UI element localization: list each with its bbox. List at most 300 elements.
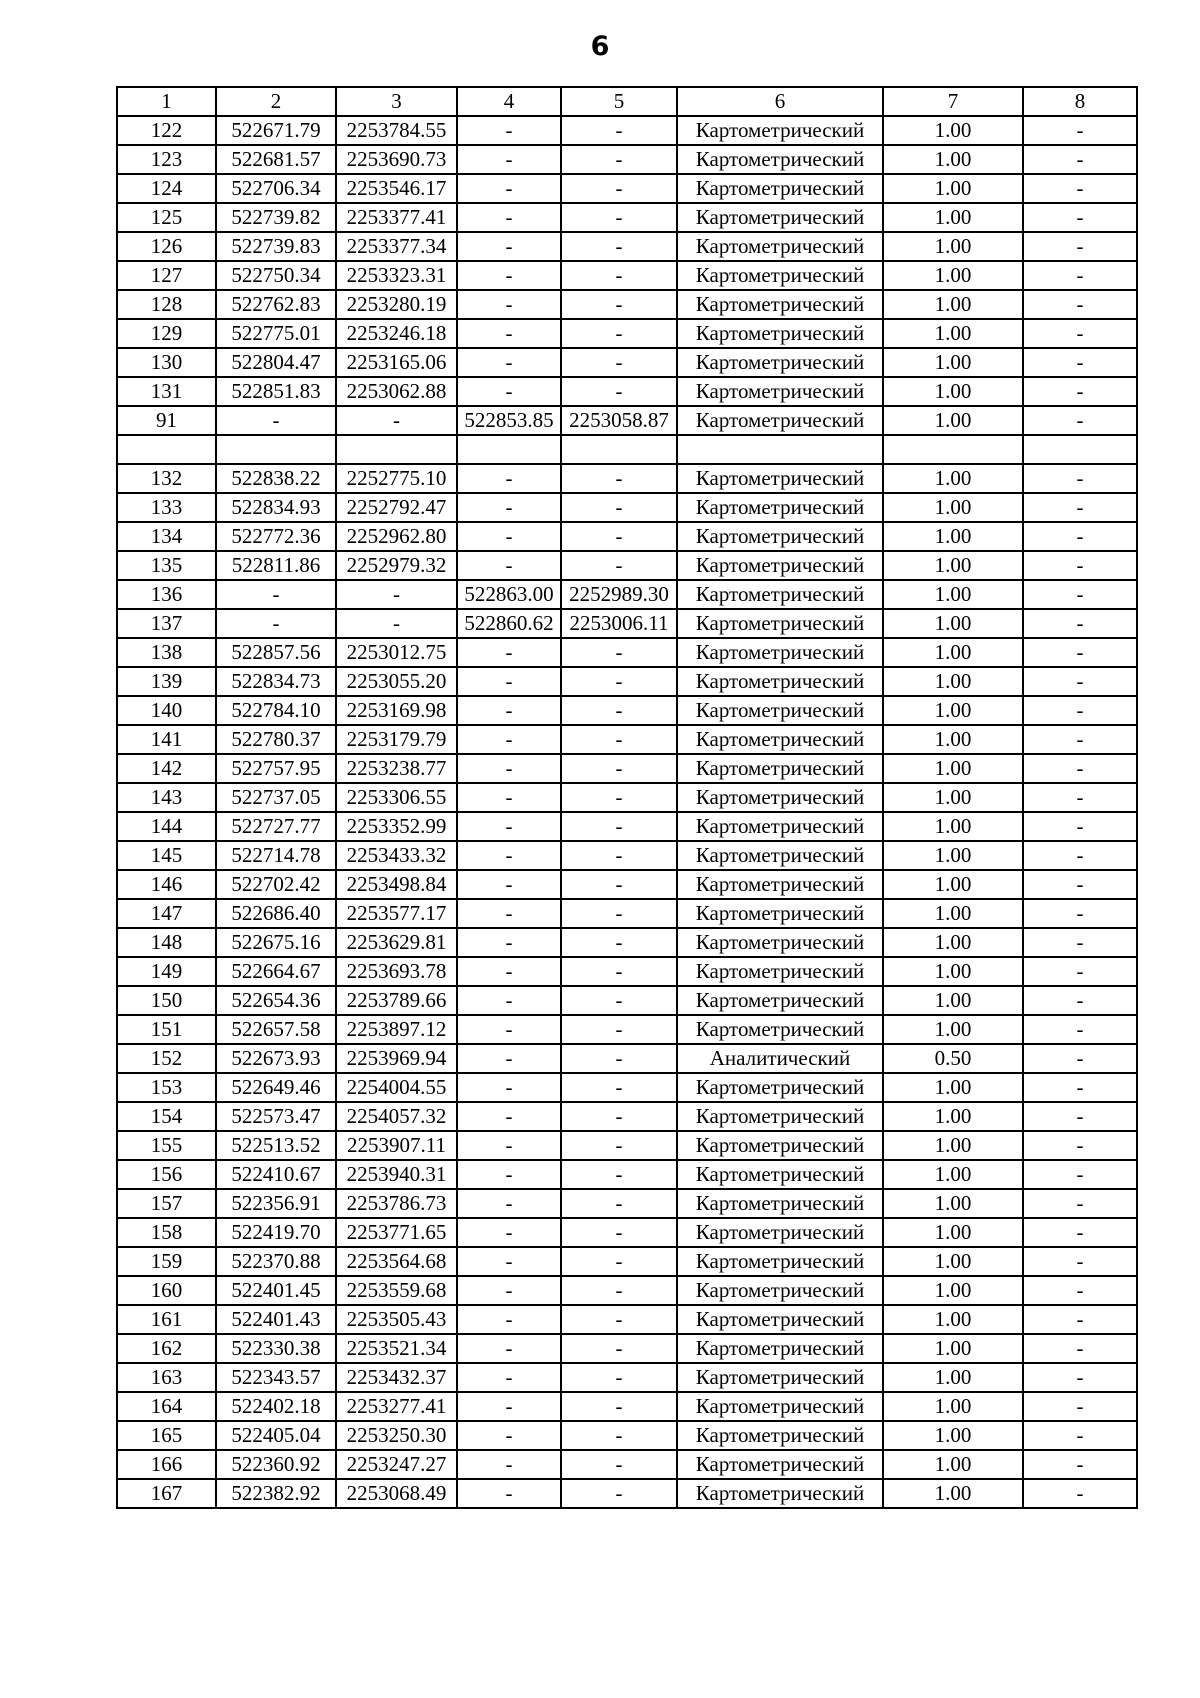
cell-point-number: 152	[117, 1044, 216, 1073]
table-row	[117, 1305, 1137, 1334]
cell-accuracy: 0.50	[883, 1044, 1023, 1073]
cell-x-coord: 522410.67	[216, 1160, 336, 1189]
cell-note: -	[1023, 319, 1137, 348]
cell-x-coord-alt: -	[457, 754, 561, 783]
cell-x-coord: 522370.88	[216, 1247, 336, 1276]
cell-accuracy: 1.00	[883, 116, 1023, 145]
cell-method: Картометрический	[677, 667, 883, 696]
cell-note: -	[1023, 986, 1137, 1015]
cell-note: -	[1023, 754, 1137, 783]
table-row	[117, 812, 1137, 841]
cell-y-coord-alt: -	[561, 1276, 677, 1305]
cell-x-coord: 522664.67	[216, 957, 336, 986]
cell-point-number: 123	[117, 145, 216, 174]
cell-method: Картометрический	[677, 1421, 883, 1450]
table-row	[117, 1073, 1137, 1102]
table-row	[117, 580, 1137, 609]
cell-method: Картометрический	[677, 1450, 883, 1479]
cell-accuracy: 1.00	[883, 928, 1023, 957]
cell-accuracy: 1.00	[883, 522, 1023, 551]
cell-method: Картометрический	[677, 1363, 883, 1392]
cell-accuracy: 1.00	[883, 957, 1023, 986]
cell-note: -	[1023, 928, 1137, 957]
table-row	[117, 1247, 1137, 1276]
table-row	[117, 1218, 1137, 1247]
cell-x-coord: 522838.22	[216, 464, 336, 493]
cell-x-coord: 522737.05	[216, 783, 336, 812]
cell-y-coord: 2253323.31	[336, 261, 457, 290]
cell-point-number: 140	[117, 696, 216, 725]
cell-point-number: 135	[117, 551, 216, 580]
cell-x-coord: 522727.77	[216, 812, 336, 841]
cell-x-coord: 522405.04	[216, 1421, 336, 1450]
cell-method: Картометрический	[677, 174, 883, 203]
column-header: 5	[561, 87, 677, 116]
cell-note: -	[1023, 1044, 1137, 1073]
cell-point-number: 151	[117, 1015, 216, 1044]
cell-note: -	[1023, 493, 1137, 522]
cell-y-coord-alt: -	[561, 261, 677, 290]
cell-y-coord-alt: -	[561, 1073, 677, 1102]
cell-x-coord-alt: -	[457, 696, 561, 725]
cell-method: Картометрический	[677, 812, 883, 841]
cell-accuracy: 1.00	[883, 812, 1023, 841]
cell-x-coord: 522775.01	[216, 319, 336, 348]
table-body	[117, 87, 1137, 1508]
cell-x-coord: 522401.43	[216, 1305, 336, 1334]
cell-x-coord: 522780.37	[216, 725, 336, 754]
cell-y-coord: 2253771.65	[336, 1218, 457, 1247]
cell-method: Картометрический	[677, 1392, 883, 1421]
table-row	[117, 464, 1137, 493]
cell-point-number: 149	[117, 957, 216, 986]
cell-method: Картометрический	[677, 609, 883, 638]
cell-x-coord: 522750.34	[216, 261, 336, 290]
cell-y-coord-alt: 2253006.11	[561, 609, 677, 638]
cell-x-coord: 522657.58	[216, 1015, 336, 1044]
cell-y-coord: 2253564.68	[336, 1247, 457, 1276]
cell-y-coord-alt: -	[561, 348, 677, 377]
cell-y-coord-alt: 2253058.87	[561, 406, 677, 435]
cell-accuracy: 1.00	[883, 1015, 1023, 1044]
table-row	[117, 957, 1137, 986]
cell-y-coord: 2253280.19	[336, 290, 457, 319]
cell-x-coord: 522330.38	[216, 1334, 336, 1363]
cell-note: -	[1023, 1450, 1137, 1479]
cell-y-coord-alt: -	[561, 870, 677, 899]
cell-x-coord: 522784.10	[216, 696, 336, 725]
cell-x-coord: 522714.78	[216, 841, 336, 870]
cell-y-coord-alt: -	[561, 493, 677, 522]
cell-y-coord-alt: -	[561, 1421, 677, 1450]
cell-y-coord: 2252962.80	[336, 522, 457, 551]
cell-x-coord: 522706.34	[216, 174, 336, 203]
cell-accuracy: 1.00	[883, 986, 1023, 1015]
cell-point-number: 161	[117, 1305, 216, 1334]
cell-note: -	[1023, 203, 1137, 232]
cell-x-coord-alt: -	[457, 261, 561, 290]
cell-x-coord: -	[216, 580, 336, 609]
table-row	[117, 870, 1137, 899]
table-row	[117, 1015, 1137, 1044]
table-row	[117, 1363, 1137, 1392]
cell-y-coord: 2253789.66	[336, 986, 457, 1015]
cell-note: -	[1023, 957, 1137, 986]
cell-x-coord: 522762.83	[216, 290, 336, 319]
table-row	[117, 145, 1137, 174]
cell-y-coord-alt: -	[561, 899, 677, 928]
table-row	[117, 116, 1137, 145]
cell-y-coord: -	[336, 580, 457, 609]
cell-x-coord-alt: -	[457, 1479, 561, 1508]
cell-note: -	[1023, 377, 1137, 406]
cell-method: Картометрический	[677, 493, 883, 522]
cell-y-coord: 2253940.31	[336, 1160, 457, 1189]
cell-method: Картометрический	[677, 1334, 883, 1363]
cell-x-coord: 522804.47	[216, 348, 336, 377]
cell-method: Картометрический	[677, 522, 883, 551]
cell-x-coord: 522513.52	[216, 1131, 336, 1160]
table-row	[117, 319, 1137, 348]
cell-y-coord: 2253897.12	[336, 1015, 457, 1044]
cell-x-coord-alt: -	[457, 1421, 561, 1450]
table-row	[117, 725, 1137, 754]
cell-y-coord-alt: -	[561, 551, 677, 580]
cell-x-coord-alt: -	[457, 1450, 561, 1479]
cell-point-number: 132	[117, 464, 216, 493]
table-row	[117, 609, 1137, 638]
cell-x-coord-alt: -	[457, 319, 561, 348]
cell-x-coord: -	[216, 609, 336, 638]
cell-note: -	[1023, 783, 1137, 812]
cell-note: -	[1023, 174, 1137, 203]
cell-x-coord-alt: -	[457, 899, 561, 928]
cell-y-coord-alt: -	[561, 522, 677, 551]
cell-point-number: 144	[117, 812, 216, 841]
cell-x-coord-alt: -	[457, 1044, 561, 1073]
cell-y-coord-alt: -	[561, 290, 677, 319]
cell-x-coord: 522402.18	[216, 1392, 336, 1421]
cell-point-number: 166	[117, 1450, 216, 1479]
cell-y-coord-alt: -	[561, 754, 677, 783]
cell-x-coord-alt: -	[457, 1189, 561, 1218]
cell-y-coord: 2254057.32	[336, 1102, 457, 1131]
cell-x-coord-alt: -	[457, 986, 561, 1015]
cell-y-coord-alt: -	[561, 377, 677, 406]
cell-y-coord-alt: -	[561, 638, 677, 667]
cell-x-coord-alt: 522853.85	[457, 406, 561, 435]
cell-y-coord: 2253546.17	[336, 174, 457, 203]
cell-y-coord-alt	[561, 435, 677, 464]
cell-y-coord-alt: -	[561, 174, 677, 203]
table-row	[117, 1131, 1137, 1160]
cell-x-coord-alt: -	[457, 522, 561, 551]
table-row	[117, 899, 1137, 928]
cell-accuracy: 1.00	[883, 609, 1023, 638]
cell-method: Картометрический	[677, 1015, 883, 1044]
column-header: 6	[677, 87, 883, 116]
cell-note: -	[1023, 1218, 1137, 1247]
cell-y-coord: 2253505.43	[336, 1305, 457, 1334]
cell-x-coord-alt: -	[457, 1015, 561, 1044]
cell-method: Картометрический	[677, 145, 883, 174]
cell-accuracy: 1.00	[883, 841, 1023, 870]
cell-y-coord-alt: -	[561, 783, 677, 812]
cell-point-number: 167	[117, 1479, 216, 1508]
cell-y-coord: 2253306.55	[336, 783, 457, 812]
table-header-row	[117, 87, 1137, 116]
cell-x-coord-alt: 522863.00	[457, 580, 561, 609]
cell-method: Картометрический	[677, 957, 883, 986]
cell-point-number: 136	[117, 580, 216, 609]
cell-accuracy: 1.00	[883, 783, 1023, 812]
cell-method: Картометрический	[677, 406, 883, 435]
cell-y-coord: 2253277.41	[336, 1392, 457, 1421]
cell-accuracy: 1.00	[883, 580, 1023, 609]
cell-method: Картометрический	[677, 986, 883, 1015]
cell-accuracy: 1.00	[883, 1073, 1023, 1102]
cell-y-coord-alt: -	[561, 203, 677, 232]
cell-accuracy: 1.00	[883, 1363, 1023, 1392]
cell-method: Картометрический	[677, 551, 883, 580]
cell-method: Картометрический	[677, 1102, 883, 1131]
cell-x-coord: 522401.45	[216, 1276, 336, 1305]
cell-note	[1023, 435, 1137, 464]
cell-x-coord-alt: -	[457, 174, 561, 203]
table-row	[117, 435, 1137, 464]
cell-y-coord: 2253169.98	[336, 696, 457, 725]
cell-point-number: 164	[117, 1392, 216, 1421]
cell-note: -	[1023, 841, 1137, 870]
cell-y-coord-alt: -	[561, 1102, 677, 1131]
cell-y-coord-alt: -	[561, 1015, 677, 1044]
cell-x-coord: 522675.16	[216, 928, 336, 957]
cell-x-coord-alt: -	[457, 1131, 561, 1160]
cell-accuracy: 1.00	[883, 1131, 1023, 1160]
cell-note: -	[1023, 1334, 1137, 1363]
cell-accuracy: 1.00	[883, 1479, 1023, 1508]
cell-accuracy	[883, 435, 1023, 464]
cell-x-coord-alt: -	[457, 667, 561, 696]
cell-accuracy: 1.00	[883, 1218, 1023, 1247]
column-header: 4	[457, 87, 561, 116]
cell-x-coord-alt: -	[457, 116, 561, 145]
cell-x-coord-alt: -	[457, 232, 561, 261]
cell-point-number: 133	[117, 493, 216, 522]
cell-note: -	[1023, 261, 1137, 290]
cell-x-coord-alt: -	[457, 290, 561, 319]
cell-accuracy: 1.00	[883, 174, 1023, 203]
table-row	[117, 841, 1137, 870]
cell-note: -	[1023, 812, 1137, 841]
cell-point-number: 160	[117, 1276, 216, 1305]
cell-y-coord-alt: -	[561, 464, 677, 493]
table-row	[117, 348, 1137, 377]
cell-x-coord: 522811.86	[216, 551, 336, 580]
cell-point-number: 148	[117, 928, 216, 957]
cell-x-coord: -	[216, 406, 336, 435]
cell-accuracy: 1.00	[883, 406, 1023, 435]
cell-accuracy: 1.00	[883, 1247, 1023, 1276]
cell-x-coord-alt: -	[457, 1102, 561, 1131]
cell-y-coord: 2252775.10	[336, 464, 457, 493]
table-row	[117, 667, 1137, 696]
cell-y-coord-alt: -	[561, 986, 677, 1015]
table-row	[117, 1479, 1137, 1508]
cell-x-coord: 522419.70	[216, 1218, 336, 1247]
table-row	[117, 1189, 1137, 1218]
cell-point-number: 137	[117, 609, 216, 638]
table-row	[117, 986, 1137, 1015]
cell-x-coord-alt: -	[457, 957, 561, 986]
cell-accuracy: 1.00	[883, 1421, 1023, 1450]
cell-point-number: 143	[117, 783, 216, 812]
cell-accuracy: 1.00	[883, 1160, 1023, 1189]
cell-method: Аналитический	[677, 1044, 883, 1073]
cell-y-coord: 2253179.79	[336, 725, 457, 754]
cell-x-coord-alt: -	[457, 377, 561, 406]
cell-point-number: 128	[117, 290, 216, 319]
cell-method: Картометрический	[677, 203, 883, 232]
cell-accuracy: 1.00	[883, 1392, 1023, 1421]
cell-method: Картометрический	[677, 261, 883, 290]
cell-y-coord-alt: -	[561, 1479, 677, 1508]
cell-note: -	[1023, 1363, 1137, 1392]
cell-y-coord-alt: -	[561, 1160, 677, 1189]
cell-method: Картометрический	[677, 899, 883, 928]
cell-note: -	[1023, 1392, 1137, 1421]
cell-x-coord: 522649.46	[216, 1073, 336, 1102]
cell-method: Картометрический	[677, 580, 883, 609]
cell-y-coord: 2253577.17	[336, 899, 457, 928]
cell-point-number: 165	[117, 1421, 216, 1450]
cell-method: Картометрический	[677, 754, 883, 783]
cell-method: Картометрический	[677, 1073, 883, 1102]
cell-note: -	[1023, 1421, 1137, 1450]
cell-note: -	[1023, 1160, 1137, 1189]
cell-method: Картометрический	[677, 1479, 883, 1508]
cell-x-coord-alt: -	[457, 1073, 561, 1102]
cell-accuracy: 1.00	[883, 203, 1023, 232]
cell-point-number: 154	[117, 1102, 216, 1131]
cell-point-number: 142	[117, 754, 216, 783]
cell-note: -	[1023, 522, 1137, 551]
cell-x-coord: 522673.93	[216, 1044, 336, 1073]
cell-point-number: 158	[117, 1218, 216, 1247]
table-row	[117, 1102, 1137, 1131]
cell-method: Картометрический	[677, 1305, 883, 1334]
cell-note: -	[1023, 145, 1137, 174]
cell-note: -	[1023, 1015, 1137, 1044]
cell-y-coord: -	[336, 609, 457, 638]
cell-accuracy: 1.00	[883, 551, 1023, 580]
cell-note: -	[1023, 870, 1137, 899]
cell-y-coord: 2253246.18	[336, 319, 457, 348]
cell-x-coord: 522356.91	[216, 1189, 336, 1218]
cell-y-coord: 2252792.47	[336, 493, 457, 522]
table-row	[117, 551, 1137, 580]
table-row	[117, 1334, 1137, 1363]
cell-x-coord: 522739.83	[216, 232, 336, 261]
table-row	[117, 754, 1137, 783]
cell-x-coord: 522857.56	[216, 638, 336, 667]
cell-point-number: 145	[117, 841, 216, 870]
cell-note: -	[1023, 464, 1137, 493]
cell-method: Картометрический	[677, 1160, 883, 1189]
cell-x-coord: 522654.36	[216, 986, 336, 1015]
cell-x-coord: 522382.92	[216, 1479, 336, 1508]
cell-y-coord: 2253498.84	[336, 870, 457, 899]
cell-x-coord-alt: -	[457, 870, 561, 899]
cell-point-number: 155	[117, 1131, 216, 1160]
cell-x-coord-alt: -	[457, 145, 561, 174]
cell-y-coord-alt: -	[561, 1247, 677, 1276]
cell-y-coord: -	[336, 406, 457, 435]
cell-x-coord-alt: -	[457, 1218, 561, 1247]
cell-y-coord: 2253352.99	[336, 812, 457, 841]
cell-y-coord: 2254004.55	[336, 1073, 457, 1102]
cell-x-coord-alt: -	[457, 841, 561, 870]
cell-y-coord: 2253433.32	[336, 841, 457, 870]
cell-x-coord-alt: -	[457, 1392, 561, 1421]
cell-note: -	[1023, 1276, 1137, 1305]
cell-point-number: 126	[117, 232, 216, 261]
cell-y-coord: 2253377.34	[336, 232, 457, 261]
cell-x-coord-alt: -	[457, 493, 561, 522]
cell-method: Картометрический	[677, 1218, 883, 1247]
cell-accuracy: 1.00	[883, 261, 1023, 290]
page-number: 6	[590, 31, 610, 62]
cell-y-coord-alt: -	[561, 319, 677, 348]
table-row	[117, 232, 1137, 261]
cell-point-number: 156	[117, 1160, 216, 1189]
cell-y-coord: 2253055.20	[336, 667, 457, 696]
cell-point-number: 125	[117, 203, 216, 232]
cell-note: -	[1023, 1102, 1137, 1131]
cell-point-number: 146	[117, 870, 216, 899]
table-row	[117, 406, 1137, 435]
cell-point-number: 153	[117, 1073, 216, 1102]
column-header: 8	[1023, 87, 1137, 116]
cell-point-number: 147	[117, 899, 216, 928]
cell-x-coord: 522834.93	[216, 493, 336, 522]
cell-x-coord-alt: -	[457, 203, 561, 232]
cell-method: Картометрический	[677, 696, 883, 725]
cell-x-coord: 522573.47	[216, 1102, 336, 1131]
cell-point-number: 162	[117, 1334, 216, 1363]
cell-y-coord: 2253238.77	[336, 754, 457, 783]
cell-method: Картометрический	[677, 232, 883, 261]
cell-y-coord-alt: -	[561, 696, 677, 725]
cell-note: -	[1023, 1247, 1137, 1276]
table-row	[117, 1160, 1137, 1189]
cell-x-coord-alt: -	[457, 464, 561, 493]
cell-method: Картометрический	[677, 319, 883, 348]
cell-y-coord-alt: -	[561, 1450, 677, 1479]
cell-y-coord: 2253693.78	[336, 957, 457, 986]
cell-method: Картометрический	[677, 116, 883, 145]
cell-y-coord-alt: -	[561, 667, 677, 696]
cell-x-coord-alt: -	[457, 1247, 561, 1276]
cell-accuracy: 1.00	[883, 1102, 1023, 1131]
cell-x-coord	[216, 435, 336, 464]
cell-y-coord: 2253907.11	[336, 1131, 457, 1160]
cell-point-number: 130	[117, 348, 216, 377]
cell-x-coord-alt: -	[457, 725, 561, 754]
cell-y-coord-alt: -	[561, 928, 677, 957]
cell-note: -	[1023, 899, 1137, 928]
cell-point-number: 157	[117, 1189, 216, 1218]
